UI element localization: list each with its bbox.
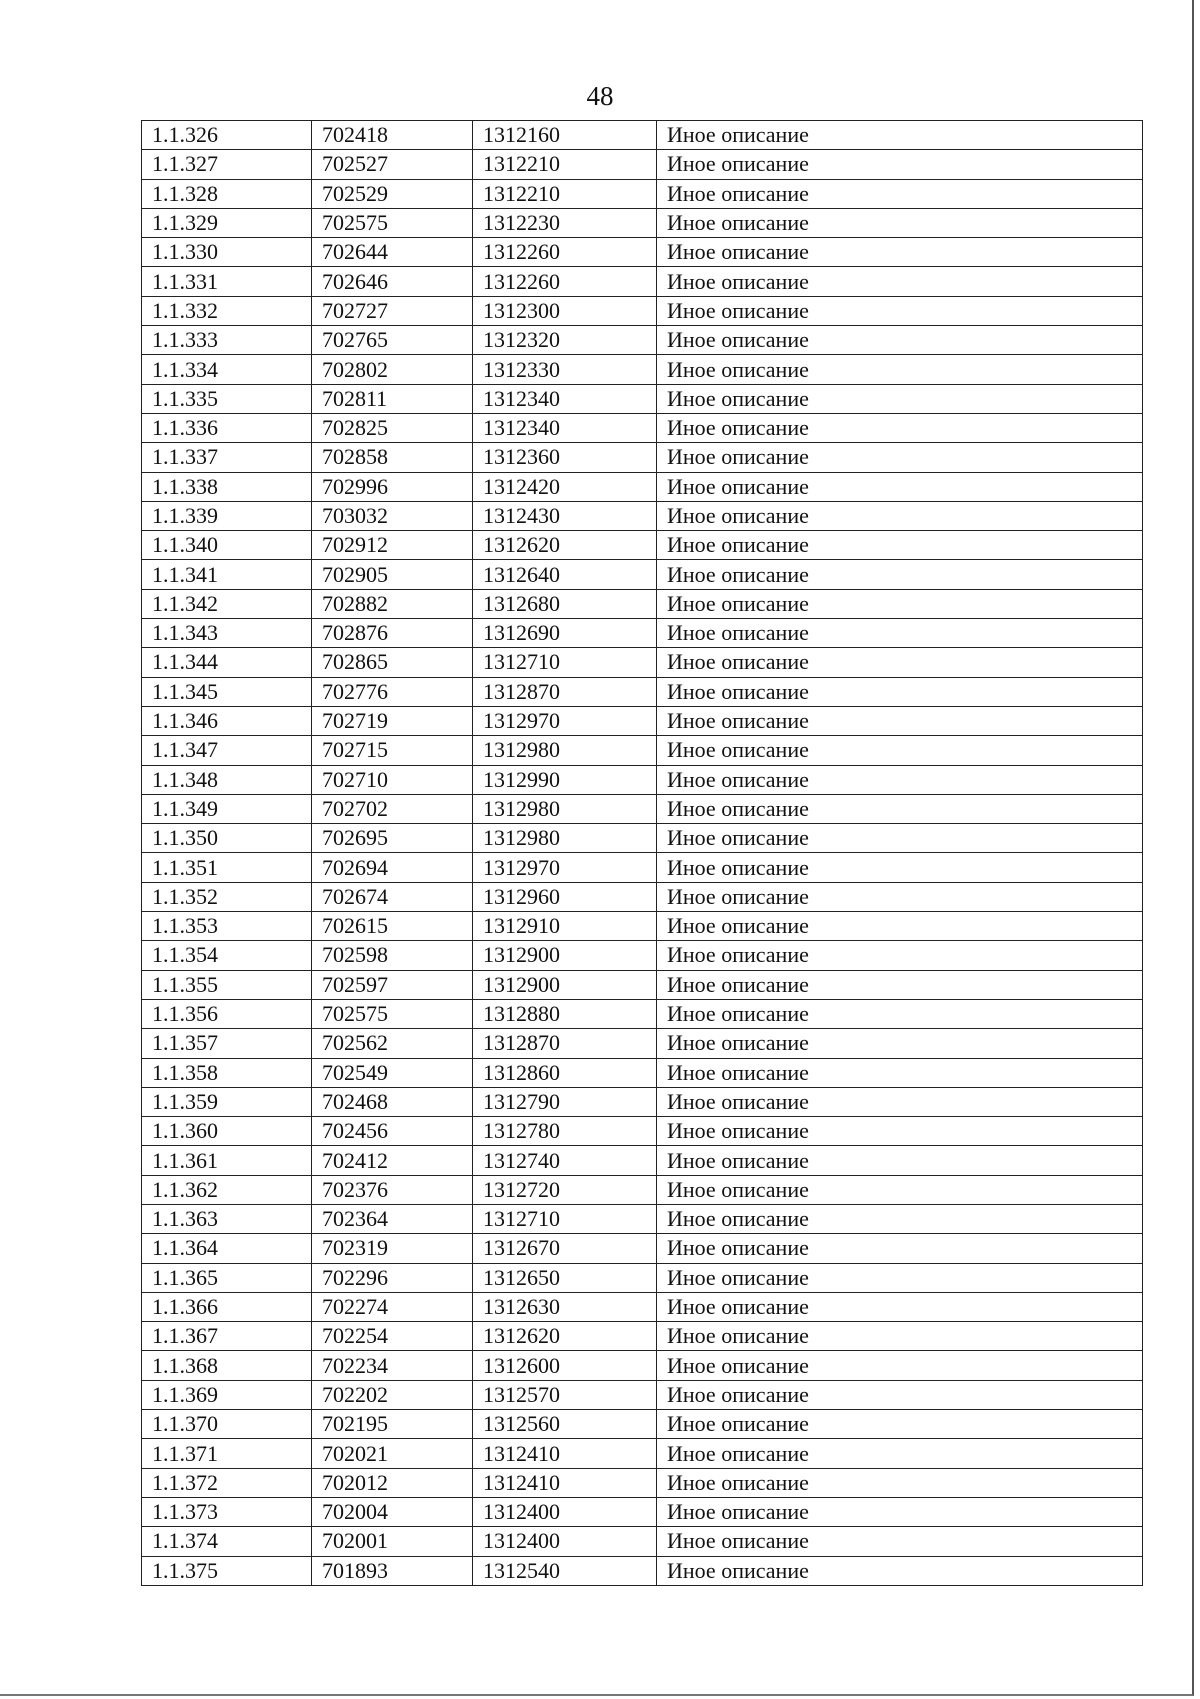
y-coordinate-cell: 1312430: [473, 501, 657, 530]
table-row: [142, 619, 1143, 648]
x-coordinate-cell: 702364: [312, 1204, 473, 1233]
x-coordinate-cell: 702376: [312, 1175, 473, 1204]
table-row: [142, 531, 1143, 560]
x-coordinate-cell: 702021: [312, 1439, 473, 1468]
table-row: [142, 824, 1143, 853]
y-coordinate-cell: 1312960: [473, 882, 657, 911]
point-number-cell: 1.1.332: [142, 296, 312, 325]
x-coordinate-cell: 702274: [312, 1292, 473, 1321]
description-cell: Иное описание: [657, 765, 1143, 794]
point-number-cell: 1.1.354: [142, 941, 312, 970]
point-number-cell: 1.1.328: [142, 179, 312, 208]
point-number-cell: 1.1.359: [142, 1087, 312, 1116]
table-row: [142, 1322, 1143, 1351]
y-coordinate-cell: 1312360: [473, 443, 657, 472]
x-coordinate-cell: 702719: [312, 706, 473, 735]
table-row: [142, 999, 1143, 1028]
y-coordinate-cell: 1312210: [473, 150, 657, 179]
description-cell: Иное описание: [657, 824, 1143, 853]
y-coordinate-cell: 1312980: [473, 794, 657, 823]
table-row: [142, 443, 1143, 472]
x-coordinate-cell: 702254: [312, 1322, 473, 1351]
point-number-cell: 1.1.370: [142, 1410, 312, 1439]
x-coordinate-cell: 702001: [312, 1527, 473, 1556]
x-coordinate-cell: 702319: [312, 1234, 473, 1263]
table-row: [142, 501, 1143, 530]
table-row: [142, 1497, 1143, 1526]
point-number-cell: 1.1.364: [142, 1234, 312, 1263]
y-coordinate-cell: 1312410: [473, 1468, 657, 1497]
description-cell: Иное описание: [657, 970, 1143, 999]
table-row: [142, 648, 1143, 677]
table-row: [142, 794, 1143, 823]
table-row: [142, 150, 1143, 179]
point-number-cell: 1.1.374: [142, 1527, 312, 1556]
description-cell: Иное описание: [657, 443, 1143, 472]
point-number-cell: 1.1.367: [142, 1322, 312, 1351]
description-cell: Иное описание: [657, 648, 1143, 677]
table-row: [142, 853, 1143, 882]
point-number-cell: 1.1.347: [142, 736, 312, 765]
y-coordinate-cell: 1312980: [473, 824, 657, 853]
description-cell: Иное описание: [657, 1497, 1143, 1526]
y-coordinate-cell: 1312720: [473, 1175, 657, 1204]
table-row: [142, 970, 1143, 999]
x-coordinate-cell: 702865: [312, 648, 473, 677]
point-number-cell: 1.1.341: [142, 560, 312, 589]
y-coordinate-cell: 1312330: [473, 355, 657, 384]
description-cell: Иное описание: [657, 501, 1143, 530]
x-coordinate-cell: 702702: [312, 794, 473, 823]
description-cell: Иное описание: [657, 150, 1143, 179]
point-number-cell: 1.1.334: [142, 355, 312, 384]
y-coordinate-cell: 1312910: [473, 912, 657, 941]
x-coordinate-cell: 702715: [312, 736, 473, 765]
x-coordinate-cell: 702646: [312, 267, 473, 296]
x-coordinate-cell: 702456: [312, 1117, 473, 1146]
x-coordinate-cell: 702615: [312, 912, 473, 941]
x-coordinate-cell: 702597: [312, 970, 473, 999]
y-coordinate-cell: 1312340: [473, 384, 657, 413]
point-number-cell: 1.1.330: [142, 238, 312, 267]
x-coordinate-cell: 702529: [312, 179, 473, 208]
x-coordinate-cell: 702234: [312, 1351, 473, 1380]
y-coordinate-cell: 1312690: [473, 619, 657, 648]
table-body: [142, 121, 1143, 1586]
point-number-cell: 1.1.329: [142, 208, 312, 237]
x-coordinate-cell: 702674: [312, 882, 473, 911]
description-cell: Иное описание: [657, 912, 1143, 941]
point-number-cell: 1.1.338: [142, 472, 312, 501]
point-number-cell: 1.1.337: [142, 443, 312, 472]
description-cell: Иное описание: [657, 882, 1143, 911]
x-coordinate-cell: 701893: [312, 1556, 473, 1585]
x-coordinate-cell: 702882: [312, 589, 473, 618]
y-coordinate-cell: 1312560: [473, 1410, 657, 1439]
table-row: [142, 765, 1143, 794]
description-cell: Иное описание: [657, 1146, 1143, 1175]
point-number-cell: 1.1.356: [142, 999, 312, 1028]
x-coordinate-cell: 702776: [312, 677, 473, 706]
point-number-cell: 1.1.344: [142, 648, 312, 677]
description-cell: Иное описание: [657, 326, 1143, 355]
x-coordinate-cell: 702811: [312, 384, 473, 413]
table-row: [142, 677, 1143, 706]
description-cell: Иное описание: [657, 1087, 1143, 1116]
description-cell: Иное описание: [657, 267, 1143, 296]
description-cell: Иное описание: [657, 531, 1143, 560]
y-coordinate-cell: 1312160: [473, 121, 657, 150]
table-row: [142, 1410, 1143, 1439]
page-number: 48: [586, 81, 614, 111]
x-coordinate-cell: 702575: [312, 999, 473, 1028]
y-coordinate-cell: 1312710: [473, 648, 657, 677]
point-number-cell: 1.1.360: [142, 1117, 312, 1146]
point-number-cell: 1.1.345: [142, 677, 312, 706]
description-cell: Иное описание: [657, 999, 1143, 1028]
y-coordinate-cell: 1312410: [473, 1439, 657, 1468]
x-coordinate-cell: 702858: [312, 443, 473, 472]
point-number-cell: 1.1.371: [142, 1439, 312, 1468]
table-row: [142, 1380, 1143, 1409]
y-coordinate-cell: 1312640: [473, 560, 657, 589]
point-number-cell: 1.1.333: [142, 326, 312, 355]
table-row: [142, 941, 1143, 970]
point-number-cell: 1.1.358: [142, 1058, 312, 1087]
table-row: [142, 1351, 1143, 1380]
point-number-cell: 1.1.331: [142, 267, 312, 296]
description-cell: Иное описание: [657, 1175, 1143, 1204]
description-cell: Иное описание: [657, 736, 1143, 765]
description-cell: Иное описание: [657, 208, 1143, 237]
x-coordinate-cell: 702562: [312, 1029, 473, 1058]
y-coordinate-cell: 1312790: [473, 1087, 657, 1116]
x-coordinate-cell: 702905: [312, 560, 473, 589]
x-coordinate-cell: 703032: [312, 501, 473, 530]
description-cell: Иное описание: [657, 179, 1143, 208]
x-coordinate-cell: 702468: [312, 1087, 473, 1116]
x-coordinate-cell: 702549: [312, 1058, 473, 1087]
point-number-cell: 1.1.346: [142, 706, 312, 735]
point-number-cell: 1.1.363: [142, 1204, 312, 1233]
x-coordinate-cell: 702012: [312, 1468, 473, 1497]
table-row: [142, 1087, 1143, 1116]
y-coordinate-cell: 1312980: [473, 736, 657, 765]
point-number-cell: 1.1.355: [142, 970, 312, 999]
x-coordinate-cell: 702644: [312, 238, 473, 267]
y-coordinate-cell: 1312880: [473, 999, 657, 1028]
description-cell: Иное описание: [657, 677, 1143, 706]
description-cell: Иное описание: [657, 121, 1143, 150]
table-row: [142, 1204, 1143, 1233]
point-number-cell: 1.1.340: [142, 531, 312, 560]
x-coordinate-cell: 702765: [312, 326, 473, 355]
x-coordinate-cell: 702412: [312, 1146, 473, 1175]
y-coordinate-cell: 1312340: [473, 413, 657, 442]
point-number-cell: 1.1.342: [142, 589, 312, 618]
description-cell: Иное описание: [657, 1380, 1143, 1409]
x-coordinate-cell: 702710: [312, 765, 473, 794]
point-number-cell: 1.1.339: [142, 501, 312, 530]
point-number-cell: 1.1.352: [142, 882, 312, 911]
point-number-cell: 1.1.372: [142, 1468, 312, 1497]
description-cell: Иное описание: [657, 296, 1143, 325]
table-row: [142, 1029, 1143, 1058]
table-row: [142, 1527, 1143, 1556]
description-cell: Иное описание: [657, 794, 1143, 823]
table-row: [142, 355, 1143, 384]
description-cell: Иное описание: [657, 413, 1143, 442]
table-row: [142, 589, 1143, 618]
y-coordinate-cell: 1312600: [473, 1351, 657, 1380]
point-number-cell: 1.1.351: [142, 853, 312, 882]
table-row: [142, 1175, 1143, 1204]
x-coordinate-cell: 702598: [312, 941, 473, 970]
y-coordinate-cell: 1312420: [473, 472, 657, 501]
point-number-cell: 1.1.362: [142, 1175, 312, 1204]
point-number-cell: 1.1.365: [142, 1263, 312, 1292]
y-coordinate-cell: 1312630: [473, 1292, 657, 1321]
description-cell: Иное описание: [657, 1263, 1143, 1292]
table-row: [142, 238, 1143, 267]
table-row: [142, 1263, 1143, 1292]
description-cell: Иное описание: [657, 941, 1143, 970]
y-coordinate-cell: 1312900: [473, 970, 657, 999]
y-coordinate-cell: 1312870: [473, 677, 657, 706]
point-number-cell: 1.1.343: [142, 619, 312, 648]
y-coordinate-cell: 1312860: [473, 1058, 657, 1087]
point-number-cell: 1.1.335: [142, 384, 312, 413]
x-coordinate-cell: 702004: [312, 1497, 473, 1526]
description-cell: Иное описание: [657, 1058, 1143, 1087]
description-cell: Иное описание: [657, 1117, 1143, 1146]
y-coordinate-cell: 1312570: [473, 1380, 657, 1409]
point-number-cell: 1.1.326: [142, 121, 312, 150]
table-row: [142, 208, 1143, 237]
description-cell: Иное описание: [657, 384, 1143, 413]
y-coordinate-cell: 1312540: [473, 1556, 657, 1585]
table-row: [142, 384, 1143, 413]
y-coordinate-cell: 1312740: [473, 1146, 657, 1175]
description-cell: Иное описание: [657, 589, 1143, 618]
y-coordinate-cell: 1312670: [473, 1234, 657, 1263]
y-coordinate-cell: 1312900: [473, 941, 657, 970]
table-row: [142, 179, 1143, 208]
description-cell: Иное описание: [657, 1292, 1143, 1321]
y-coordinate-cell: 1312970: [473, 706, 657, 735]
y-coordinate-cell: 1312320: [473, 326, 657, 355]
y-coordinate-cell: 1312300: [473, 296, 657, 325]
table-row: [142, 1292, 1143, 1321]
y-coordinate-cell: 1312650: [473, 1263, 657, 1292]
point-number-cell: 1.1.357: [142, 1029, 312, 1058]
y-coordinate-cell: 1312210: [473, 179, 657, 208]
x-coordinate-cell: 702996: [312, 472, 473, 501]
y-coordinate-cell: 1312780: [473, 1117, 657, 1146]
x-coordinate-cell: 702727: [312, 296, 473, 325]
description-cell: Иное описание: [657, 853, 1143, 882]
description-cell: Иное описание: [657, 1351, 1143, 1380]
x-coordinate-cell: 702912: [312, 531, 473, 560]
description-cell: Иное описание: [657, 238, 1143, 267]
point-number-cell: 1.1.368: [142, 1351, 312, 1380]
description-cell: Иное описание: [657, 1439, 1143, 1468]
point-number-cell: 1.1.349: [142, 794, 312, 823]
x-coordinate-cell: 702694: [312, 853, 473, 882]
table-row: [142, 736, 1143, 765]
x-coordinate-cell: 702418: [312, 121, 473, 150]
x-coordinate-cell: 702876: [312, 619, 473, 648]
table-row: [142, 560, 1143, 589]
table-row: [142, 1146, 1143, 1175]
point-number-cell: 1.1.353: [142, 912, 312, 941]
table-row: [142, 472, 1143, 501]
table-row: [142, 882, 1143, 911]
x-coordinate-cell: 702802: [312, 355, 473, 384]
point-number-cell: 1.1.369: [142, 1380, 312, 1409]
description-cell: Иное описание: [657, 1556, 1143, 1585]
point-number-cell: 1.1.348: [142, 765, 312, 794]
table-row: [142, 1556, 1143, 1585]
x-coordinate-cell: 702527: [312, 150, 473, 179]
x-coordinate-cell: 702202: [312, 1380, 473, 1409]
y-coordinate-cell: 1312230: [473, 208, 657, 237]
y-coordinate-cell: 1312620: [473, 1322, 657, 1351]
point-number-cell: 1.1.373: [142, 1497, 312, 1526]
table-row: [142, 1058, 1143, 1087]
description-cell: Иное описание: [657, 1410, 1143, 1439]
table-row: [142, 267, 1143, 296]
x-coordinate-cell: 702296: [312, 1263, 473, 1292]
y-coordinate-cell: 1312400: [473, 1497, 657, 1526]
description-cell: Иное описание: [657, 1468, 1143, 1497]
description-cell: Иное описание: [657, 1029, 1143, 1058]
x-coordinate-cell: 702195: [312, 1410, 473, 1439]
description-cell: Иное описание: [657, 619, 1143, 648]
description-cell: Иное описание: [657, 1322, 1143, 1351]
point-number-cell: 1.1.375: [142, 1556, 312, 1585]
table-row: [142, 706, 1143, 735]
description-cell: Иное описание: [657, 706, 1143, 735]
y-coordinate-cell: 1312400: [473, 1527, 657, 1556]
y-coordinate-cell: 1312680: [473, 589, 657, 618]
table-row: [142, 413, 1143, 442]
point-number-cell: 1.1.361: [142, 1146, 312, 1175]
description-cell: Иное описание: [657, 472, 1143, 501]
x-coordinate-cell: 702575: [312, 208, 473, 237]
description-cell: Иное описание: [657, 560, 1143, 589]
table-row: [142, 326, 1143, 355]
point-number-cell: 1.1.336: [142, 413, 312, 442]
y-coordinate-cell: 1312990: [473, 765, 657, 794]
y-coordinate-cell: 1312970: [473, 853, 657, 882]
description-cell: Иное описание: [657, 1204, 1143, 1233]
table-row: [142, 121, 1143, 150]
table-row: [142, 1439, 1143, 1468]
x-coordinate-cell: 702695: [312, 824, 473, 853]
description-cell: Иное описание: [657, 1527, 1143, 1556]
description-cell: Иное описание: [657, 1234, 1143, 1263]
table-row: [142, 912, 1143, 941]
y-coordinate-cell: 1312620: [473, 531, 657, 560]
point-number-cell: 1.1.366: [142, 1292, 312, 1321]
table-row: [142, 1234, 1143, 1263]
y-coordinate-cell: 1312870: [473, 1029, 657, 1058]
point-number-cell: 1.1.350: [142, 824, 312, 853]
y-coordinate-cell: 1312710: [473, 1204, 657, 1233]
point-number-cell: 1.1.327: [142, 150, 312, 179]
table-row: [142, 1468, 1143, 1497]
description-cell: Иное описание: [657, 355, 1143, 384]
x-coordinate-cell: 702825: [312, 413, 473, 442]
table-row: [142, 296, 1143, 325]
y-coordinate-cell: 1312260: [473, 267, 657, 296]
y-coordinate-cell: 1312260: [473, 238, 657, 267]
coordinates-table: [141, 120, 1143, 1586]
table-row: [142, 1117, 1143, 1146]
